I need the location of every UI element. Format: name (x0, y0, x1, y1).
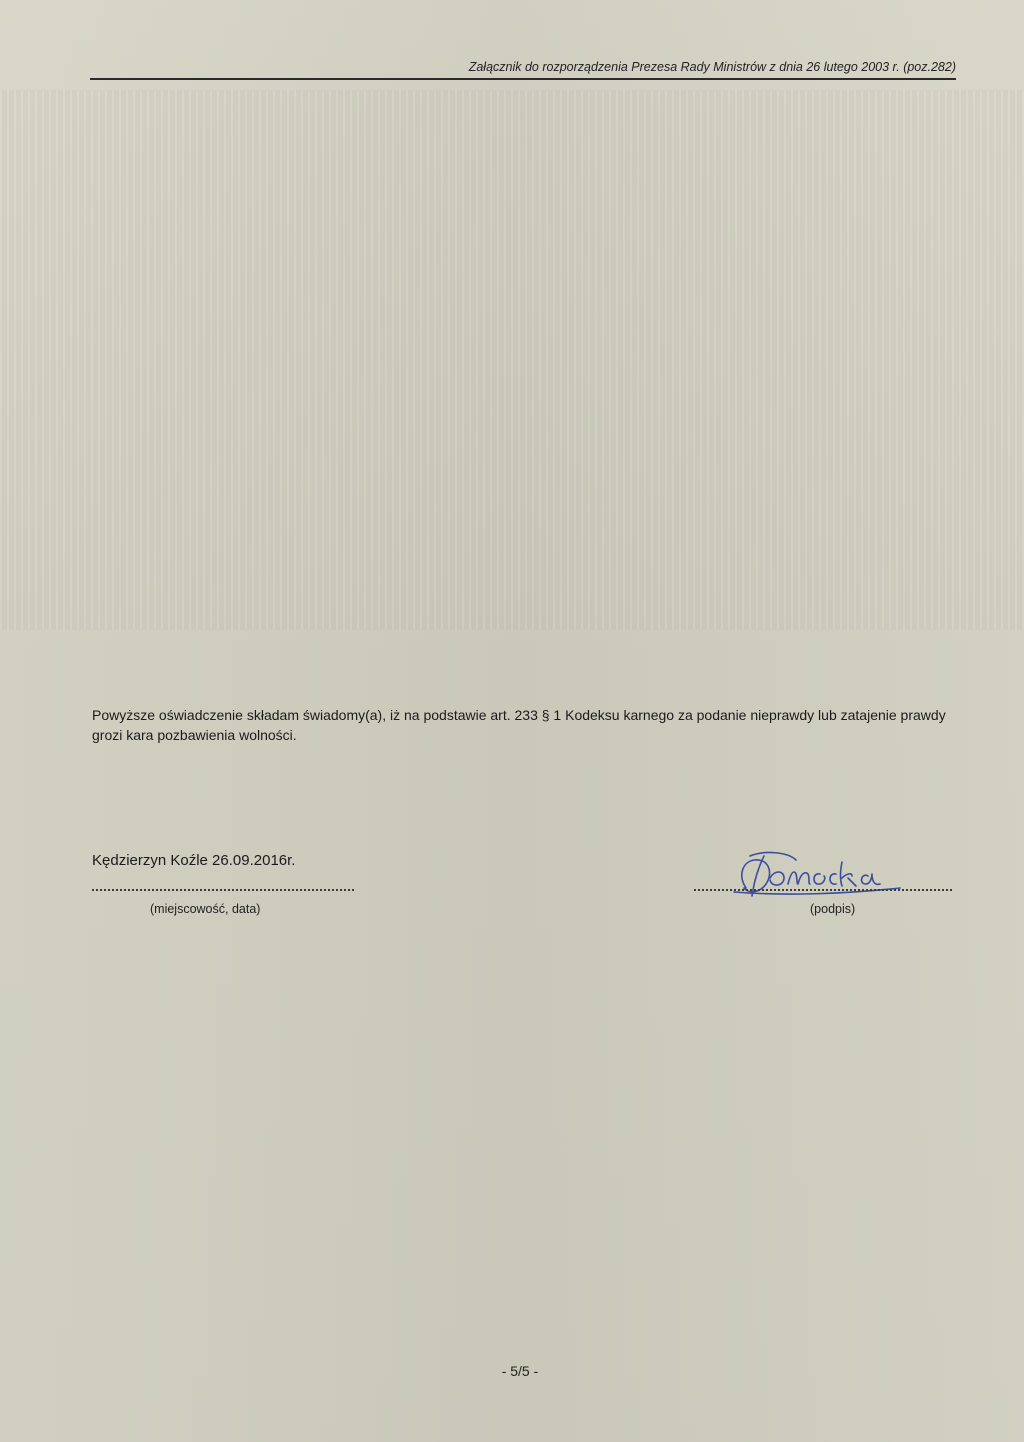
signature-dotted-line (694, 889, 952, 891)
page-number: - 5/5 - (501, 1363, 539, 1379)
signature-caption: (podpis) (810, 902, 856, 916)
handwritten-signature (724, 848, 914, 910)
place-date-dotted-line (92, 889, 354, 891)
place-date-caption: (miejscowość, data) (150, 902, 261, 916)
header-annex-reference: Załącznik do rozporządzenia Prezesa Rady Ministrów z dnia 26 lutego 2003 r. (poz.282) (468, 60, 956, 74)
scan-texture (0, 90, 1024, 630)
place-date-value: Kędzierzyn Koźle 26.09.2016r. (92, 852, 296, 869)
header-divider (90, 78, 956, 80)
declaration-statement: Powyższe oświadczenie składam świadomy(a), iż na podstawie art. 233 § 1 Kodeksu karnego za podanie nieprawdy lub zatajenie prawdy grozi kara pozbawienia wolności. (92, 707, 946, 743)
